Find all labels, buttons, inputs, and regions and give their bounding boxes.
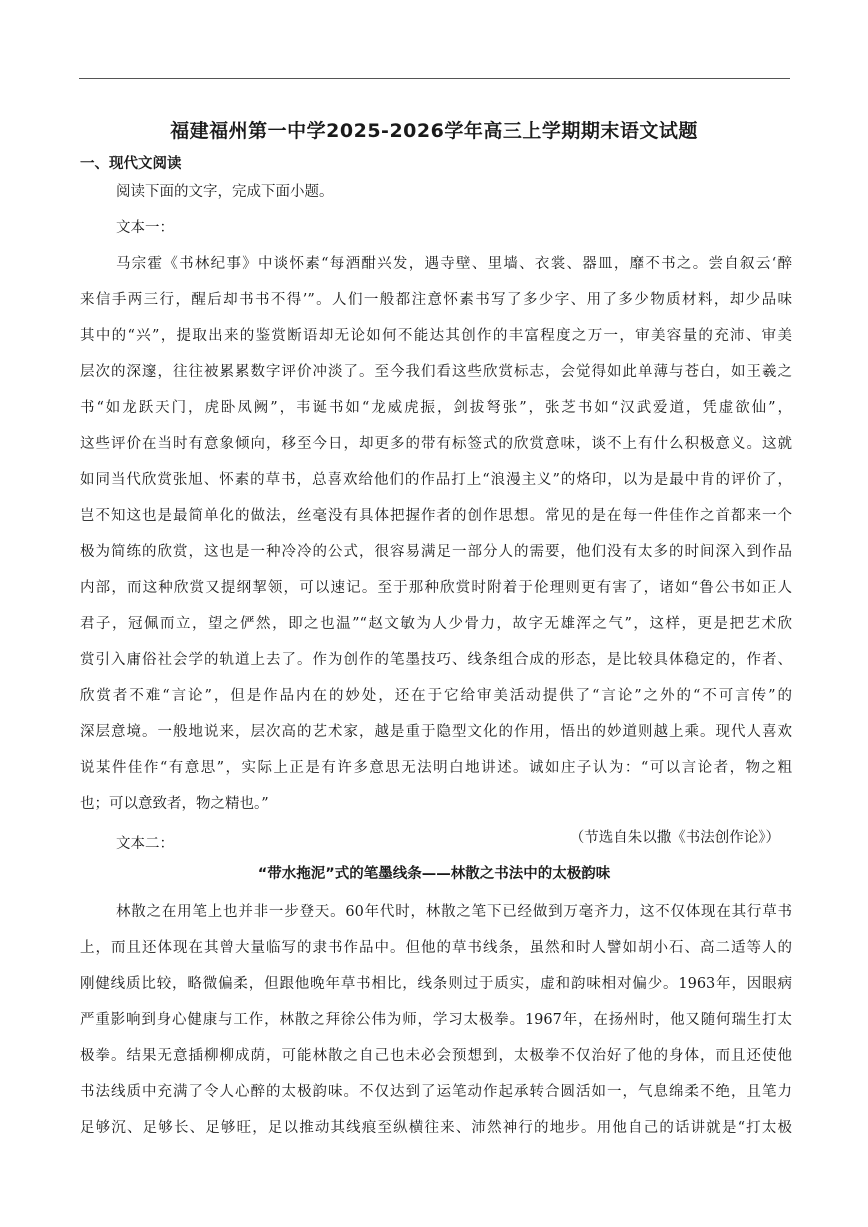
text2-title: “带水拖泥”式的笔墨线条——林散之书法中的太极韵味 — [257, 866, 611, 882]
section-heading: 一、现代文阅读 — [80, 156, 182, 172]
text1-line: 如同当代欣赏张旭、怀素的草书，总喜欢给他们的作品打上“浪漫主义”的烙印，以为是最中肯的评价了， — [80, 472, 792, 488]
header-rule — [79, 78, 790, 79]
text1-line: 也；可以意致者，物之精也。” — [80, 796, 269, 812]
text1-line: 深层意境。一般地说来，层次高的艺术家，越是重于隐型文化的作用，悟出的妙道则越上乘。现代人喜欢 — [80, 724, 792, 740]
text1-line: 书“如龙跃天门，虎卧凤阙”，韦诞书如“龙威虎振，剑拔弩张”，张芝书如“汉武爱道，凭虚欲仙”， — [80, 400, 792, 416]
text2-line: 极拳。结果无意插柳柳成荫，可能林散之自己也未必会预想到，太极拳不仅治好了他的身体，而且还使他 — [80, 1048, 792, 1064]
text2-label: 文本二： — [116, 836, 174, 852]
text2-line: 足够沉、足够长、足够旺，足以推动其线痕至纵横往来、沛然神行的地步。用他自己的话讲就是“打太极 — [80, 1120, 792, 1136]
text1-line: 赏引入庸俗社会学的轨道上去了。作为创作的笔墨技巧、线条组合成的形态，是比较具体稳定的，作者、 — [80, 652, 792, 668]
text1-line: 极为简练的欣赏，这也是一种冷冷的公式，很容易满足一部分人的需要，他们没有太多的时间深入到作品 — [80, 544, 792, 560]
text1-label: 文本一： — [116, 220, 174, 236]
text1-line: 其中的“兴”，提取出来的鉴赏断语却无论如何不能达其创作的丰富程度之万一，审美容量的充沛、审美 — [80, 328, 792, 344]
text2-line: 书法线质中充满了令人心醉的太极韵味。不仅达到了运笔动作起承转合圆活如一，气息绵柔不绝，且笔力 — [80, 1084, 792, 1100]
text1-line: 这些评价在当时有意象倾向，移至今日，却更多的带有标签式的欣赏意味，谈不上有什么积极意义。这就 — [80, 436, 792, 452]
text1-source: （节选自朱以撒《书法创作论》） — [569, 830, 780, 846]
text1-line: 来信手两三行，醒后却书书不得’”。人们一般都注意怀素书写了多少字、用了多少物质材料，却少品味 — [80, 292, 792, 308]
text2-line: 上，而且还体现在其曾大量临写的隶书作品中。但他的草书线条，虽然和时人譬如胡小石、高二适等人的 — [80, 940, 792, 956]
text2-line: 严重影响到身心健康与工作，林散之拜徐公伟为师，学习太极拳。1967年，在扬州时，他又随何瑞生打太 — [80, 1012, 792, 1028]
text1-line: 欣赏者不难“言论”，但是作品内在的妙处，还在于它给审美活动提供了“言论”之外的“不可言传”的 — [80, 688, 792, 704]
text1-line: 君子，冠佩而立，望之俨然，即之也温”“赵文敏为人少骨力，故字无雄浑之气”，这样，更是把艺术欣 — [80, 616, 792, 632]
text2-line: 林散之在用笔上也并非一步登天。60年代时，林散之笔下已经做到万毫齐力，这不仅体现在其行草书 — [116, 904, 792, 920]
text1-line: 岂不知这也是最简单化的做法，丝毫没有具体把握作者的创作思想。常见的是在每一件佳作之首都来一个 — [80, 508, 792, 524]
text1-line: 马宗霍《书林纪事》中谈怀素“每酒酣兴发，遇寺壁、里墙、衣裳、器皿，靡不书之。尝自叙云‘醉 — [116, 256, 792, 272]
text2-line: 刚健线质比较，略微偏柔，但跟他晚年草书相比，线条则过于质实，虚和韵味相对偏少。1963年，因眼病 — [80, 976, 792, 992]
text1-line: 层次的深邃，往往被累累数字评价冲淡了。至今我们看这些欣赏标志，会觉得如此单薄与苍白，如王羲之 — [80, 364, 792, 380]
document-title: 福建福州第一中学2025-2026学年高三上学期期末语文试题 — [170, 120, 698, 142]
instruction-text: 阅读下面的文字，完成下面小题。 — [116, 184, 334, 200]
text1-line: 内部，而这种欣赏又提纲挈领，可以速记。至于那种欣赏时附着于伦理则更有害了，诸如“鲁公书如正人 — [80, 580, 792, 596]
text1-line: 说某件佳作“有意思”，实际上正是有许多意思无法明白地讲述。诚如庄子认为：“可以言论者，物之粗 — [80, 760, 792, 776]
